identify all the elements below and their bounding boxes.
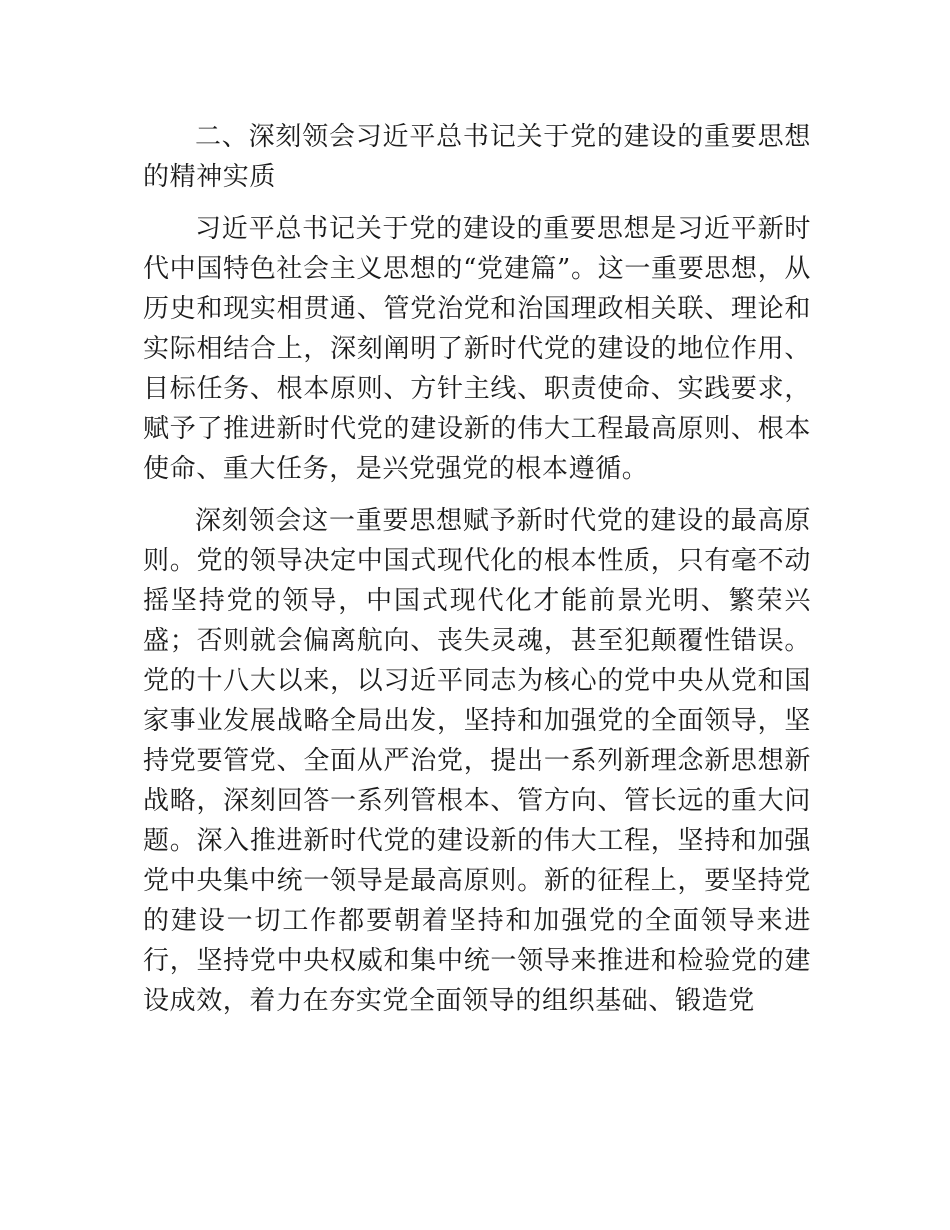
section-heading: 二、深刻领会习近平总书记关于党的建设的重要思想的精神实质	[143, 122, 811, 192]
paragraph-1: 习近平总书记关于党的建设的重要思想是习近平新时代中国特色社会主义思想的“党建篇”。这一重要思想，从历史和现实相贯通、管党治党和治国理政相关联、理论和实际相结合上，深刻阐明了新时代党的建设的地位作用、目标任务、根本原则、方针主线、职责使命、实践要求，赋予了推进新时代党的建设新的伟大工程最高原则、根本使命、重大任务，是兴党强党的根本遵循。	[143, 214, 811, 484]
paragraph-2: 深刻领会这一重要思想赋予新时代党的建设的最高原则。党的领导决定中国式现代化的根本性质，只有毫不动摇坚持党的领导，中国式现代化才能前景光明、繁荣兴盛；否则就会偏离航向、丧失灵魂，甚至犯颠覆性错误。党的十八大以来，以习近平同志为核心的党中央从党和国家事业发展战略全局出发，坚持和加强党的全面领导，坚持党要管党、全面从严治党，提出一系列新理念新思想新战略，深刻回答一系列管根本、管方向、管长远的重大问题。深入推进新时代党的建设新的伟大工程，坚持和加强党中央集中统一领导是最高原则。新的征程上，要坚持党的建设一切工作都要朝着坚持和加强党的全面领导来进行，坚持党中央权威和集中统一领导来推进和检验党的建设成效，着力在夯实党全面领导的组织基础、锻造党	[143, 506, 811, 1016]
document-body	[143, 117, 811, 1033]
